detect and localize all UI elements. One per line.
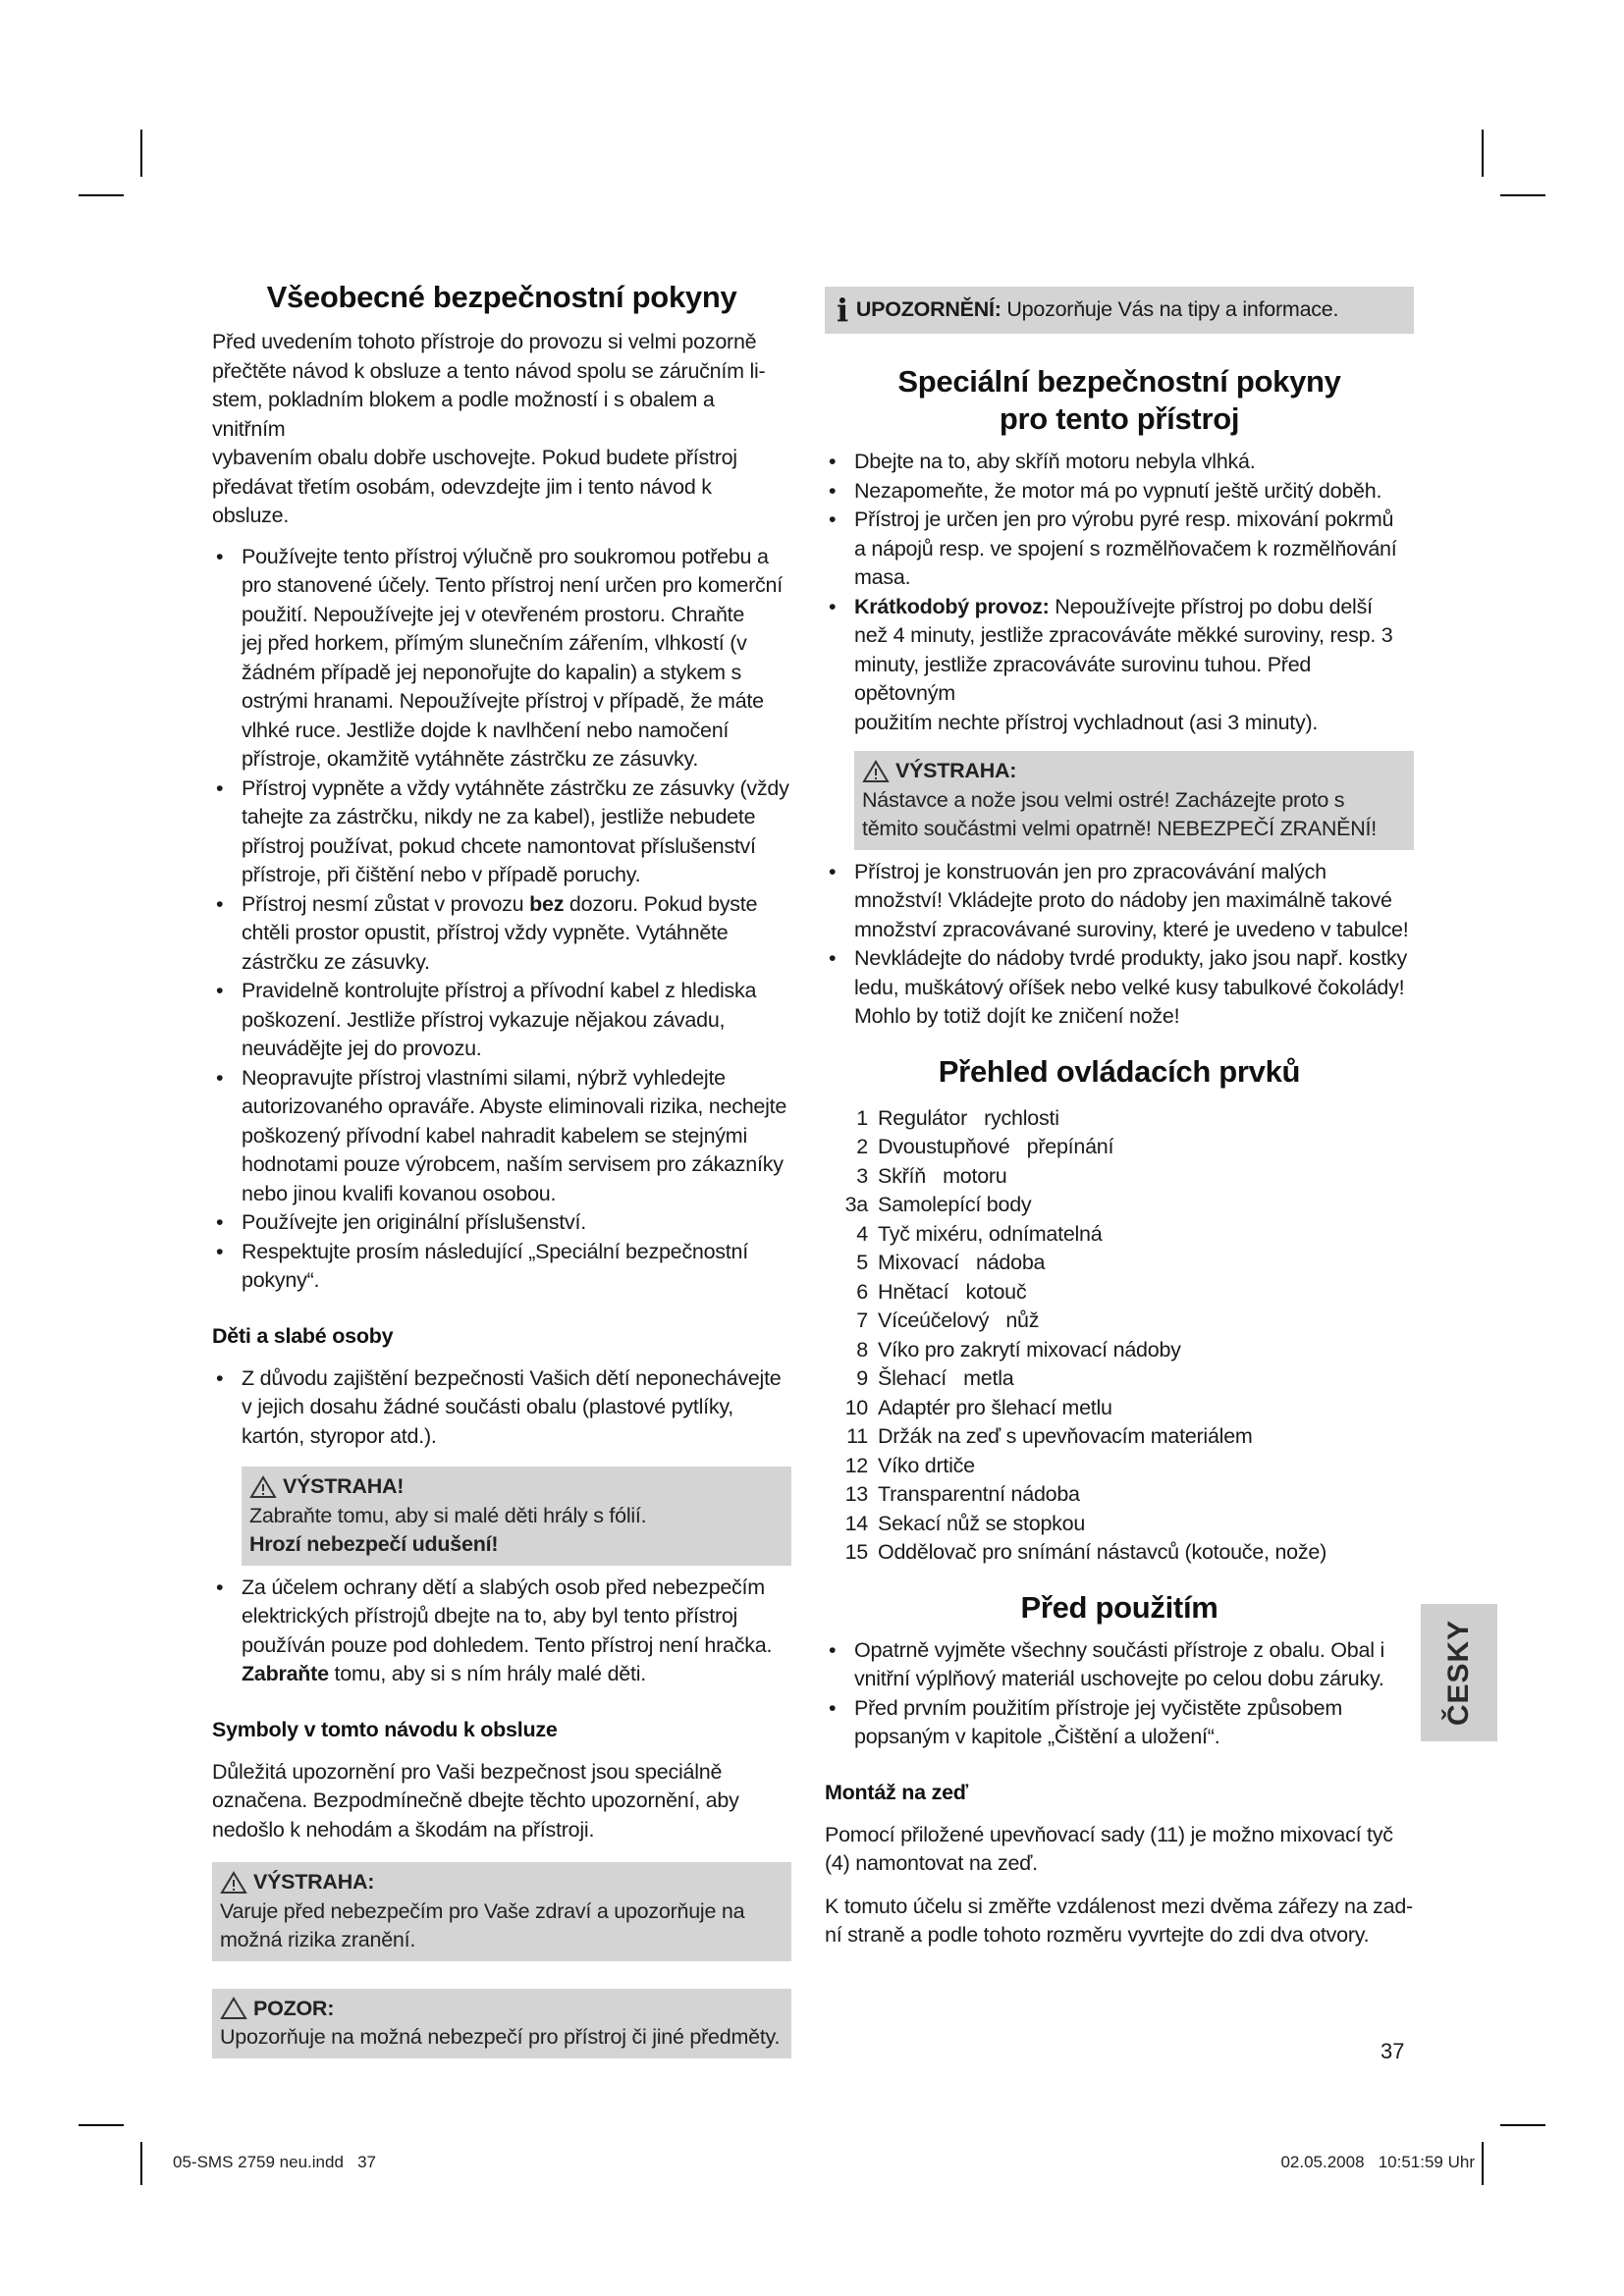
warning-text: možná rizika zranění. [220, 1928, 416, 1951]
part-number: 10 [844, 1395, 868, 1419]
part-label: Víko pro zakrytí mixovací nádoby [878, 1337, 1181, 1362]
list-item: • Respektujte prosím následující „Speciální bezpečnostní pokyny“. [212, 1238, 791, 1296]
list-item: • Přístroj vypněte a vždy vytáhněte zástrčku ze zásuvky (vždy tahejte za zástrčku, nikdy ne za kabel), jestliže nebudete přístroj používat, pokud chcete namontovat příslušenství přístroje, při čištění nebo v případě poruchy. [212, 774, 791, 890]
general-safety-title: Všeobecné bezpečnostní pokyny [266, 280, 737, 314]
part-item [825, 1191, 1414, 1220]
part-number: 15 [844, 1540, 868, 1564]
part-item [825, 1480, 1414, 1510]
language-label: ČESKY [1442, 1619, 1475, 1727]
part-label: Mixovací nádoba [878, 1251, 1046, 1274]
list-item: • Neopravujte přístroj vlastními silami, nýbrž vyhledejte autorizovaného opraváře. Abyste eliminovali rizika, nechejte poškozený přívodní kabel nahradit kabelem se stejnými hodnotami pouze výrobcem, naším servisem pro zákazníky nebo jinou kvalifi kovanou osobou. [212, 1064, 791, 1209]
list-item: • Přístroj je určen jen pro výrobu pyré resp. mixování pokrmů a nápojů resp. ve spojení s rozmělňovačem k rozmělňování masa. [825, 506, 1414, 593]
caution-box [212, 1989, 791, 2058]
list-item: • Za účelem ochrany dětí a slabých osob před nebezpečím elektrických přístrojů dbejte na to, aby byl tento přístroj používán pouze pod dohledem. Tento přístroj není hračka. Zabraňte tomu, aby si s ním hrály malé děti. [212, 1574, 791, 1689]
caution-triangle-icon [220, 1997, 247, 2020]
special-safety-title: Speciální bezpečnostní pokyny [897, 364, 1341, 399]
crop-mark [1482, 2142, 1484, 2185]
warning-box-health [212, 1862, 791, 1961]
before-use-list [825, 1636, 1414, 1752]
warning-text: Zabraňte tomu, aby si malé děti hrály s fólií. [249, 1503, 647, 1527]
warning-box-foil [242, 1467, 791, 1566]
part-number: 5 [856, 1251, 868, 1274]
list-item: • Nezapomeňte, že motor má po vypnutí ještě určitý doběh. [825, 477, 1414, 507]
list-item: • Před prvním použitím přístroje jej vyčistěte způsobem popsaným v kapitole „Čištění a uložení“. [825, 1694, 1414, 1752]
warning-title: VÝSTRAHA: [862, 757, 1406, 786]
part-item [825, 1336, 1414, 1365]
language-tab [1421, 1604, 1497, 1741]
crop-mark [140, 2142, 142, 2185]
part-item [825, 1104, 1414, 1134]
part-item [825, 1278, 1414, 1308]
part-item [825, 1538, 1414, 1568]
part-item [825, 1162, 1414, 1192]
list-item: • Používejte jen originální příslušenství. [212, 1208, 791, 1238]
crop-mark [140, 130, 142, 177]
part-label: Víceúčelový nůž [878, 1308, 1040, 1332]
wall-mount-heading: Montáž na zeď [825, 1780, 968, 1804]
part-number: 6 [856, 1279, 868, 1304]
list-item: • Dbejte na to, aby skříň motoru nebyla vlhká. [825, 448, 1414, 477]
part-label: Transparentní nádoba [878, 1482, 1080, 1506]
part-label: Samolepící body [878, 1193, 1032, 1216]
part-item [825, 1307, 1414, 1336]
children-list-2 [212, 1574, 791, 1689]
general-safety-list [212, 543, 791, 1296]
list-item: • Přístroj je konstruován jen pro zpracovávání malých množství! Vkládejte proto do nádoby jen maximálně takové množství zpracovávané suroviny, které je uvedeno v tabulce! [825, 858, 1414, 945]
warning-triangle-icon [249, 1475, 277, 1499]
warning-text: těmito součástmi velmi opatrně! NEBEZPEČÍ ZRANĚNÍ! [862, 817, 1377, 840]
part-item [825, 1394, 1414, 1423]
part-number: 11 [846, 1424, 868, 1448]
crop-mark [1500, 194, 1545, 196]
crop-mark [1482, 130, 1484, 177]
part-label: Víko drtiče [878, 1453, 975, 1477]
part-item [825, 1510, 1414, 1539]
children-list [212, 1364, 791, 1452]
part-item [825, 1422, 1414, 1452]
warning-triangle-icon [862, 760, 890, 783]
part-number: 14 [844, 1511, 868, 1535]
left-column [212, 279, 791, 2058]
warning-box-blades [854, 751, 1414, 850]
part-number: 4 [856, 1221, 868, 1246]
notice-box: i UPOZORNĚNÍ: Upozorňuje Vás na tipy a informace. [825, 287, 1414, 334]
part-label: Tyč mixéru, odnímatelná [878, 1221, 1103, 1246]
part-label: Držák na zeď s upevňovacím materiálem [878, 1424, 1253, 1448]
warning-text: Nástavce a nože jsou velmi ostré! Zacházejte proto s [862, 787, 1345, 812]
part-number: 2 [856, 1135, 868, 1158]
special-safety-subtitle: pro tento přístroj [999, 401, 1240, 436]
part-label: Sekací nůž se stopkou [878, 1511, 1086, 1535]
intro-paragraph: Před uvedením tohoto přístroje do provozu si velmi pozorně přečtěte návod k obsluze a tento návod spolu se záručním li- stem, pokladním blokem a podle možností i s obalem a vnitřním vybavením obalu dobře uschovejte. Pokud budete přístroj předávat třetím osobám, odevzdejte jim i tento návod k obsluze. [212, 330, 766, 527]
controls-title: Přehled ovládacích prvků [938, 1053, 1301, 1089]
caution-title: POZOR: [220, 1995, 784, 2024]
special-safety-list [825, 448, 1414, 737]
wall-mount-paragraph-2: K tomuto účelu si změřte vzdálenost mezi dvěma zářezy na zad- ní straně a podle tohoto rozměru vyvrtejte do zdi dva otvory. [825, 1894, 1413, 1947]
part-number: 1 [856, 1105, 868, 1130]
right-column [825, 279, 1414, 1950]
symbols-heading: Symboly v tomto návodu k obsluze [212, 1717, 558, 1741]
symbols-paragraph: Důležitá upozornění pro Vaši bezpečnost jsou speciálně označena. Bezpodmínečně dbejte těchto upozornění, aby nedošlo k nehodám a škodám na přístroji. [212, 1759, 739, 1842]
part-item [825, 1364, 1414, 1394]
part-label: Dvoustupňové přepínání [878, 1135, 1114, 1158]
before-use-title: Před použitím [1020, 1589, 1218, 1625]
list-item: • Nevkládejte do nádoby tvrdé produkty, jako jsou např. kostky ledu, muškátový oříšek nebo velké kusy tabulkové čokolády! Mohlo by totiž dojít ke zničení nože! [825, 944, 1414, 1032]
footer-file-info: 05-SMS 2759 neu.indd 37 [173, 2153, 376, 2171]
page-number: 37 [1380, 2039, 1405, 2063]
part-label: Skříň motoru [878, 1163, 1007, 1188]
part-item [825, 1452, 1414, 1481]
warning-emphasis: Hrozí nebezpečí udušení! [249, 1532, 499, 1556]
part-item [825, 1220, 1414, 1250]
list-item: • Přístroj nesmí zůstat v provozu bez dozoru. Pokud byste chtěli prostor opustit, přístroj vždy vypněte. Vytáhněte zástrčku ze zásuvky. [212, 890, 791, 978]
part-number: 7 [856, 1308, 868, 1332]
part-label: Oddělovač pro snímání nástavců (kotouče, nože) [878, 1540, 1326, 1564]
part-label: Regulátor rychlosti [878, 1105, 1059, 1130]
wall-mount-paragraph-1: Pomocí přiložené upevňovací sady (11) je možno mixovací tyč (4) namontovat na zeď. [825, 1822, 1393, 1875]
part-label: Šlehací metla [878, 1366, 1014, 1390]
crop-mark [79, 2124, 124, 2126]
part-number: 9 [856, 1366, 868, 1390]
list-item: • Pravidelně kontrolujte přístroj a přívodní kabel z hlediska poškození. Jestliže přístroj vykazuje nějakou závadu, neuvádějte jej do provozu. [212, 977, 791, 1064]
part-number: 3 [856, 1163, 868, 1188]
parts-list [825, 1104, 1414, 1568]
list-item: • Opatrně vyjměte všechny součásti přístroje z obalu. Obal i vnitřní výplňový materiál uschovejte po celou dobu záruky. [825, 1636, 1414, 1694]
info-icon: i [837, 292, 848, 329]
list-item: • Používejte tento přístroj výlučně pro soukromou potřebu a pro stanovené účely. Tento přístroj není určen pro komerční použití. Nepoužívejte jej v otevřeném prostoru. Chraňte jej před horkem, přímým slunečním zářením, vlhkostí (v žádném případě jej neponořujte do kapalin) a stykem s ostrými hranami. Nepoužívejte přístroj v případě, že máte vlhké ruce. Jestliže dojde k navlhčení nebo namočení přístroje, okamžitě vytáhněte zástrčku ze zásuvky. [212, 543, 791, 774]
part-item [825, 1249, 1414, 1278]
warning-triangle-icon [220, 1871, 247, 1895]
warning-title: VÝSTRAHA: [220, 1868, 784, 1897]
part-label: Adaptér pro šlehací metlu [878, 1395, 1112, 1419]
part-number: 12 [844, 1453, 868, 1477]
list-item: • Krátkodobý provoz: Nepoužívejte přístroj po dobu delší než 4 minuty, jestliže zpracováváte měkké suroviny, resp. 3 minuty, jestliže zpracováváte surovinu tuhou. Před opětovným použitím nechte přístroj vychladnout (asi 3 minuty). [825, 593, 1414, 738]
list-item: • Z důvodu zajištění bezpečnosti Vašich dětí neponechávejte v jejich dosahu žádné součásti obalu (plastové pytlíky, kartón, styropor atd.). [212, 1364, 791, 1452]
part-label: Hnětací kotouč [878, 1279, 1027, 1304]
part-number: 13 [844, 1482, 868, 1506]
crop-mark [1500, 2124, 1545, 2126]
warning-title: VÝSTRAHA! [249, 1472, 784, 1502]
part-item [825, 1133, 1414, 1162]
crop-mark [79, 194, 124, 196]
warning-text: Varuje před nebezpečím pro Vaše zdraví a upozorňuje na [220, 1898, 745, 1923]
part-number: 3a [844, 1193, 868, 1216]
children-heading: Děti a slabé osoby [212, 1323, 394, 1348]
footer-timestamp: 02.05.2008 10:51:59 Uhr [1280, 2153, 1475, 2171]
caution-text: Upozorňuje na možná nebezpečí pro přístroj či jiné předměty. [220, 2025, 781, 2049]
special-safety-list-2 [825, 858, 1414, 1032]
part-number: 8 [856, 1337, 868, 1362]
